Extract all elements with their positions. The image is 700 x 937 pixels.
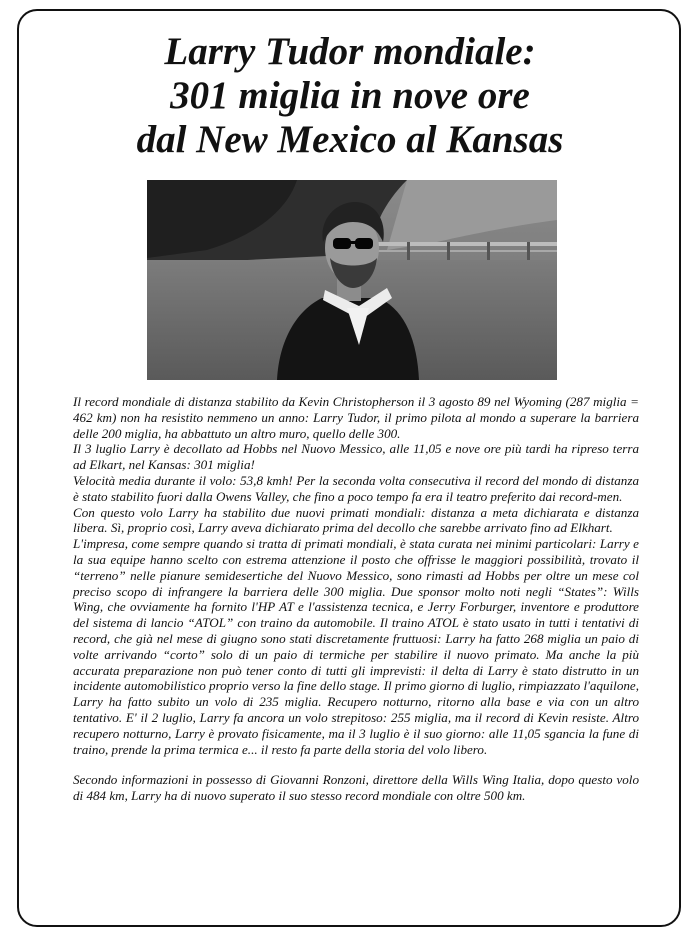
headline-line-3: dal New Mexico al Kansas [136, 118, 564, 161]
article-body [73, 394, 639, 804]
headline-line-1: Larry Tudor mondiale: [164, 30, 536, 73]
article-paragraph: Con questo volo Larry ha stabilito due nuovi primati mondiali: distanza a meta dichiarata e distanza libera. Sì, proprio così, Larry aveva dichiarato prima del decollo che sarebbe arrivato fino ad Elkhart. [73, 504, 639, 536]
article-paragraph: Velocità media durante il volo: 53,8 kmh! Per la seconda volta consecutiva il record del mondo di distanza è stato stabilito fuori dalla Owens Valley, che fino a poco tempo fa era il teatro preferito dai record-men. [73, 472, 639, 504]
pilot-photo-illustration [147, 180, 557, 380]
article-paragraph: L'impresa, come sempre quando si tratta di primati mondiali, è stata curata nei minimi particolari: Larry e la sua equipe hanno scelto con estrema attenzione il posto che offrisse le maggiori possibilità, trovato il “terreno” nelle pianure semidesertiche del Nuovo Messico, sono rimasti ad Hobbs per oltre un mese col preciso scopo di infrangere la barriera delle 300 miglia. Due sponsor molto noti negli “States”: Wills Wing, che ovviamente ha fornito l'HP AT e l'assistenza tecnica, e Jerry Forburger, inventore e produttore del sistema di lancio “ATOL” con traino da automobile. Il traino ATOL è stato usato in tutti i tentativi di record, che già nel mese di giugno sono stati discretamente fruttuosi: Larry ha fatto 268 miglia un paio di volte arrivando “corto” solo di un paio di termiche per stabilire il nuovo primato. Ma anche la più accurata preparazione non può tener conto di tutti gli imprevisti: il delta di Larry è stato distrutto in un incidente automobilistico proprio verso la fine dello stage. Il primo giorno di luglio, rimpiazzato l'aquilone, Larry ha fatto subito un volo di 235 miglia. Recupero notturno, ritorno alla base e via con un altro tentativo. E' il 2 luglio, Larry fa ancora un volo strepitoso: 255 miglia, ma il record di Kevin resiste. Altro recupero notturno, Larry è provato fisicamente, ma il 3 luglio è il suo giorno: alle 11,05 sgancia la fune di traino, prende la prima termica e... il resto fa parte della storia del volo libero. [73, 536, 639, 757]
article-paragraph: Il 3 luglio Larry è decollato ad Hobbs nel Nuovo Messico, alle 11,05 e nove ore più tardi ha ripreso terra ad Elkart, nel Kansas: 301 miglia! [73, 441, 639, 473]
article-closing-note: Secondo informazioni in possesso di Giovanni Ronzoni, direttore della Wills Wing Italia, dopo questo volo di 484 km, Larry ha di nuovo superato il suo stesso record mondiale con oltre 500 km. [73, 772, 639, 804]
headline [30, 30, 670, 162]
article-paragraph: Il record mondiale di distanza stabilito da Kevin Christopherson il 3 agosto 89 nel Wyoming (287 miglia = 462 km) non ha resistito nemmeno un anno: Larry Tudor, il primo pilota al mondo a superare la barriera delle 200 miglia, ha abbattuto un altro muro, quello delle 300. [73, 394, 639, 441]
pilot-photo [147, 180, 557, 380]
headline-line-2: 301 miglia in nove ore [170, 74, 530, 117]
